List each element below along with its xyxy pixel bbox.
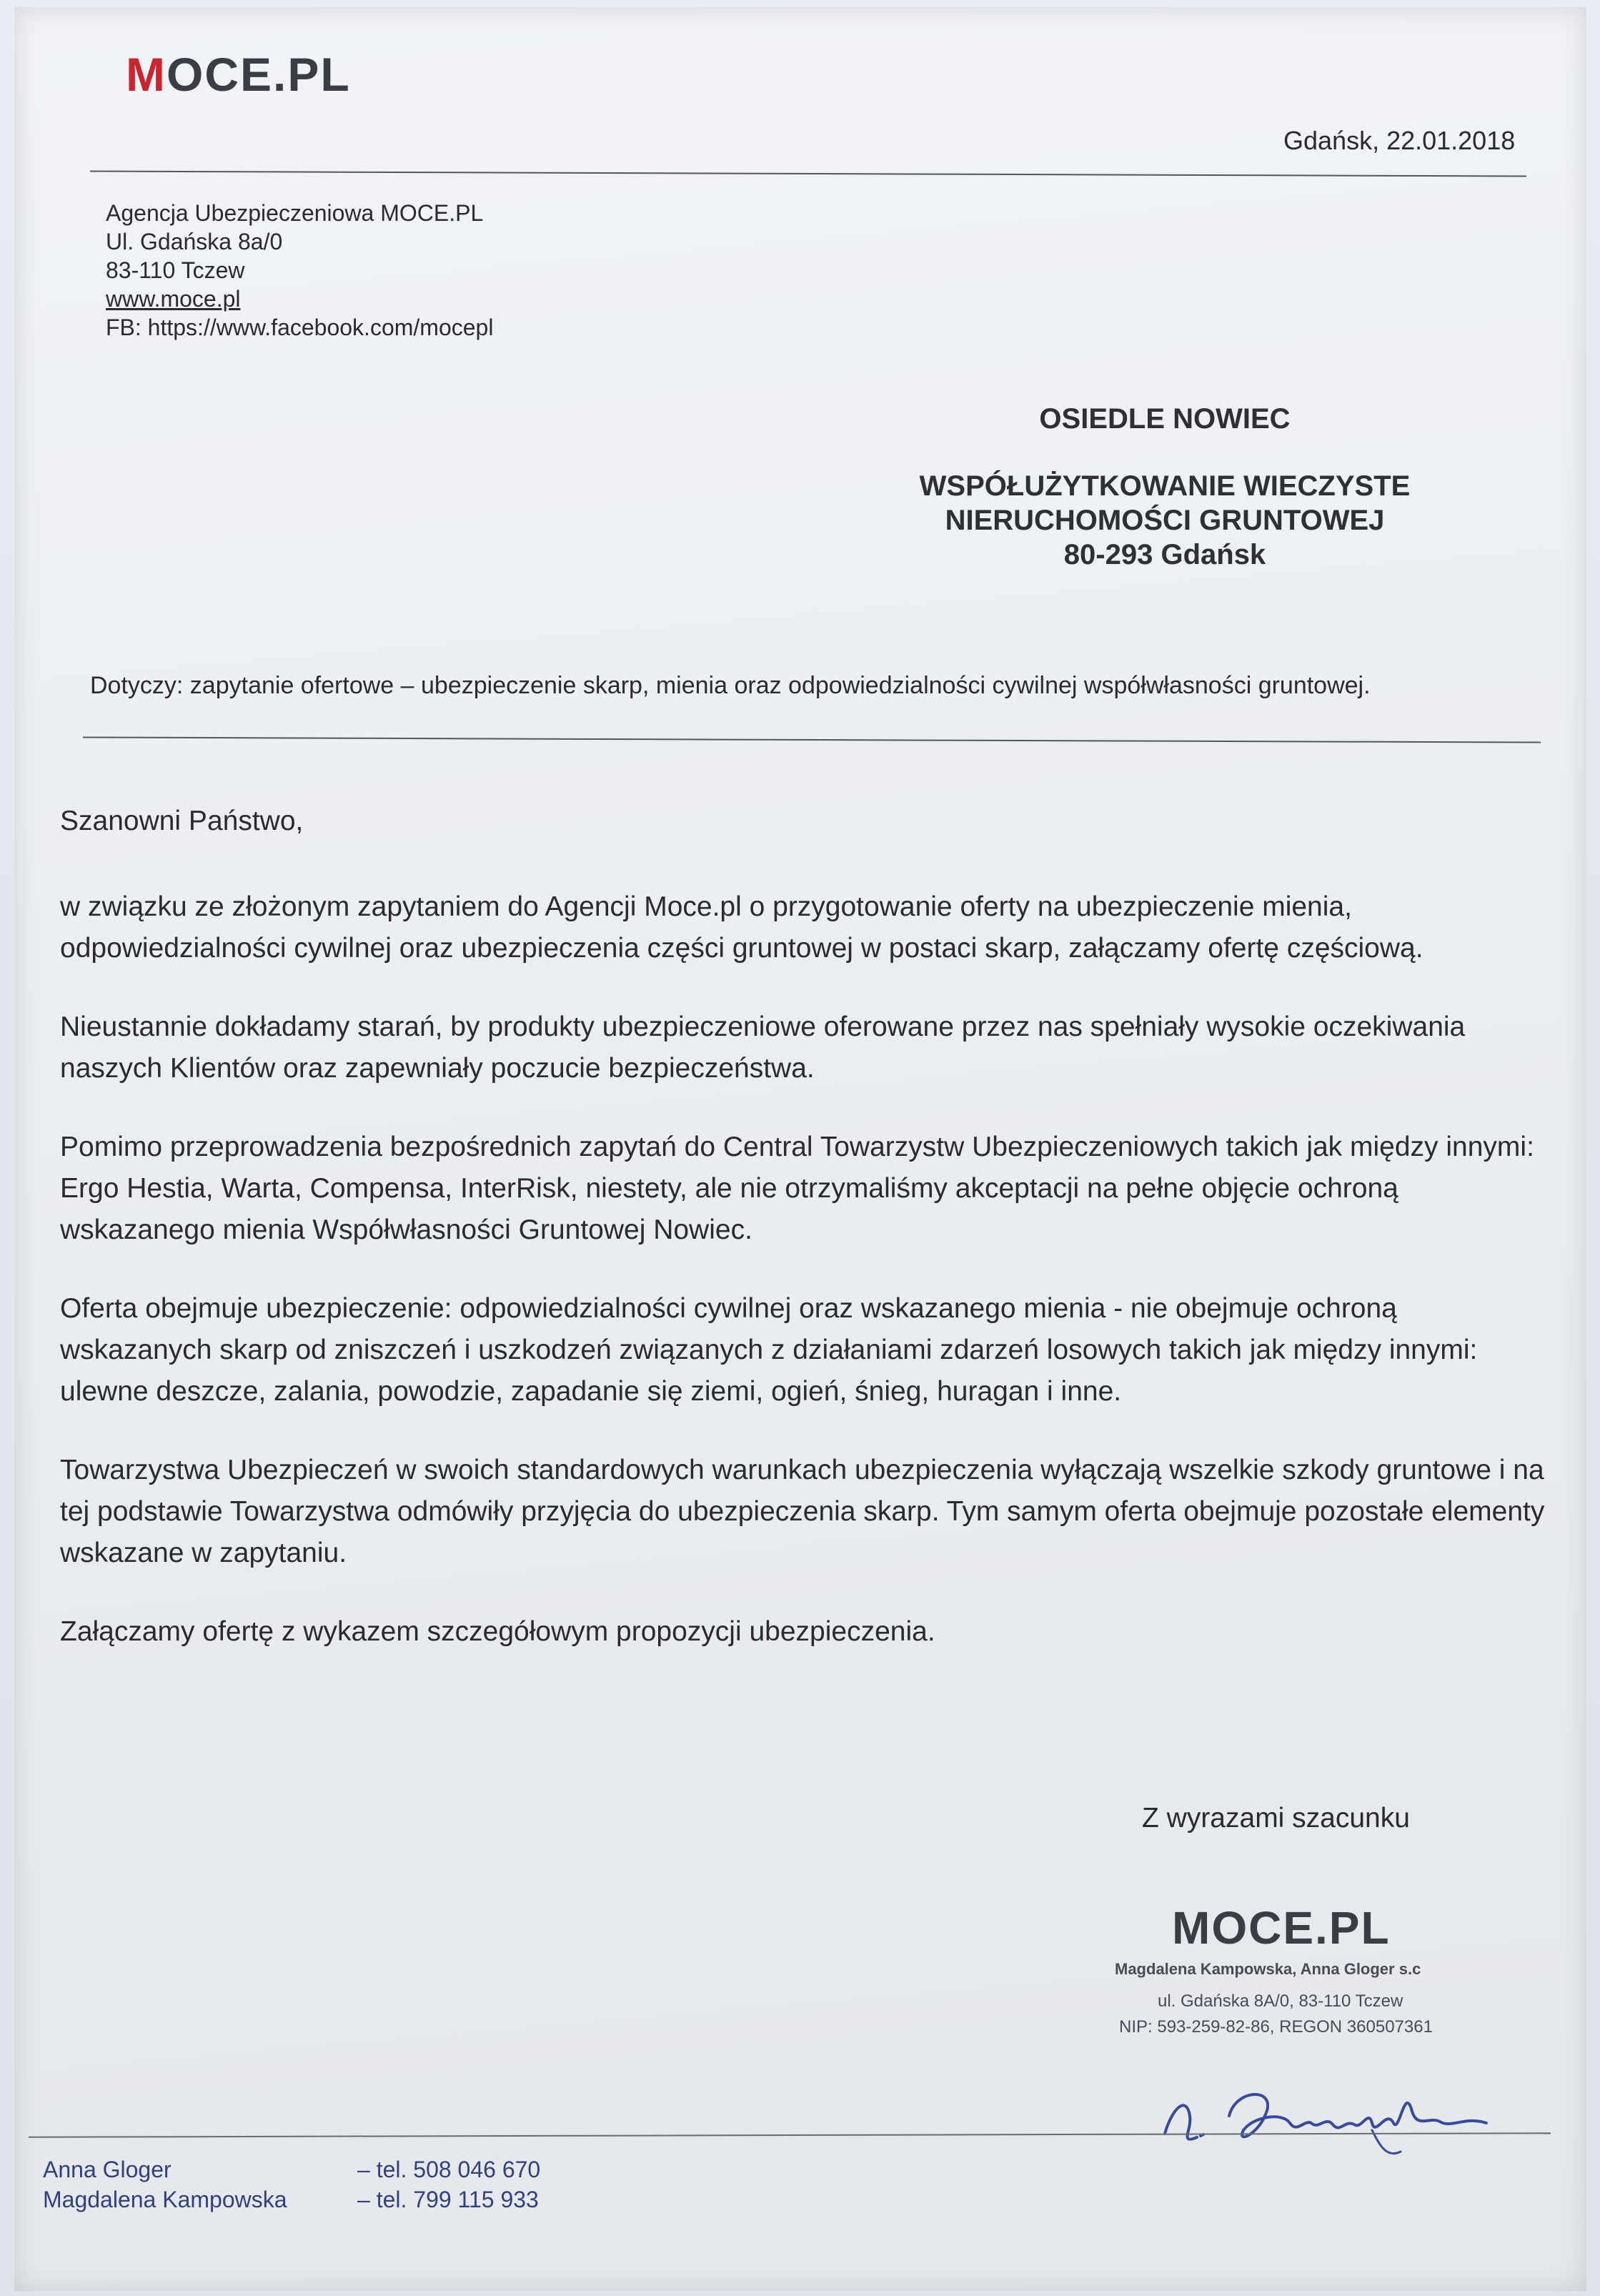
header-divider [90,170,1526,177]
signature-stroke-2 [1229,2094,1486,2137]
sender-line-1: Agencja Ubezpieczeniowa MOCE.PL [106,200,484,226]
sender-address [106,199,493,342]
sender-facebook: FB: https://www.facebook.com/mocepl [106,315,494,340]
paragraph-1: w związku ze złożonym zapytaniem do Agencji Moce.pl o przygotowanie oferty na ubezpieczenie mienia, odpowiedzialności cywilnej oraz ubezpieczenia części gruntowej w postaci skarp, załączamy ofertę częściową. [60,891,1423,964]
footer-contact-row [43,2154,540,2184]
contact-name: Anna Gloger [43,2157,172,2182]
subject-divider [83,736,1541,743]
recipient-line-4: 80-293 Gdańsk [1063,539,1266,570]
sender-line-2: Ul. Gdańska 8a/0 [106,229,283,254]
logo-mark: M [126,48,167,101]
letter-body [60,801,1554,1690]
stamp-owners: Magdalena Kampowska, Anna Gloger s.c [1115,1960,1421,1978]
footer-contacts [43,2154,540,2215]
paragraph-6: Załączamy ofertę z wykazem szczegółowym propozycji ubezpieczenia. [60,1616,935,1647]
paragraph-3: Pomimo przeprowadzenia bezpośrednich zapytań do Central Towarzystw Ubezpieczeniowych takich jak między innymi: Ergo Hestia, Warta, Compensa, InterRisk, niestety, ale nie otrzymaliśmy akceptacji na pełne objęcie ochroną wskazanego mienia Współwłasności Gruntowej Nowiec. [60,1132,1534,1245]
letter-page [14,7,1586,2291]
subject-line: Dotyczy: zapytanie ofertowe – ubezpieczenie skarp, mienia oraz odpowiedzialności cywilnej współwłasności gruntowej. [90,672,1371,699]
paragraph-5: Towarzystwa Ubezpieczeń w swoich standardowych warunkach ubezpieczenia wyłączają wszelkie szkody gruntowe i na tej podstawie Towarzystwa odmówiły przyjęcia do ubezpieczenia skarp. Tym samym oferta obejmuje pozostałe elementy wskazane w zapytaniu. [60,1455,1545,1568]
logo-text: OCE.PL [166,48,351,101]
recipient-line-3: NIERUCHOMOŚCI GRUNTOWEJ [945,505,1385,536]
recipient-line-1: OSIEDLE NOWIEC [1039,403,1291,435]
company-stamp [1115,1901,1515,2037]
stamp-logo [1172,1901,1515,1954]
company-logo [126,47,351,102]
sender-line-3: 83-110 Tczew [106,257,245,283]
paragraph-4: Oferta obejmuje ubezpieczenie: odpowiedzialności cywilnej oraz wskazanego mienia - nie obejmuje ochroną wskazanych skarp od zniszczeń i uszkodzeń związanych z działaniami zdarzeń losowych takich jak między innymi: ulewne deszcze, zalania, powodzie, zapadanie się ziemi, ogień, śnieg, huragan i inne. [60,1293,1478,1407]
contact-phone: – tel. 508 046 670 [357,2157,541,2182]
stamp-address: ul. Gdańska 8A/0, 83-110 Tczew [1158,1991,1403,2011]
contact-phone: – tel. 799 115 933 [357,2187,539,2212]
stamp-logo-text: OCE.PL [1211,1902,1391,1954]
sender-website: www.moce.pl [106,286,241,312]
paragraph-2: Nieustannie dokładamy starań, by produkty ubezpieczeniowe oferowane przez nas spełniały wysokie oczekiwania naszych Klientów oraz zapewniały poczucie bezpieczeństwa. [60,1011,1466,1084]
stamp-ids: NIP: 593-259-82-86, REGON 360507361 [1119,2017,1433,2037]
stamp-logo-mark: M [1172,1902,1212,1954]
letter-date: Gdańsk, 22.01.2018 [1283,126,1516,155]
salutation: Szanowni Państwo, [60,806,304,836]
footer-contact-row [43,2184,540,2215]
recipient-block [872,402,1458,572]
recipient-line-2: WSPÓŁUŻYTKOWANIE WIECZYSTE [919,470,1411,502]
closing: Z wyrazami szacunku [1142,1803,1410,1834]
signature [1158,2066,1501,2166]
contact-name: Magdalena Kampowska [43,2187,287,2212]
